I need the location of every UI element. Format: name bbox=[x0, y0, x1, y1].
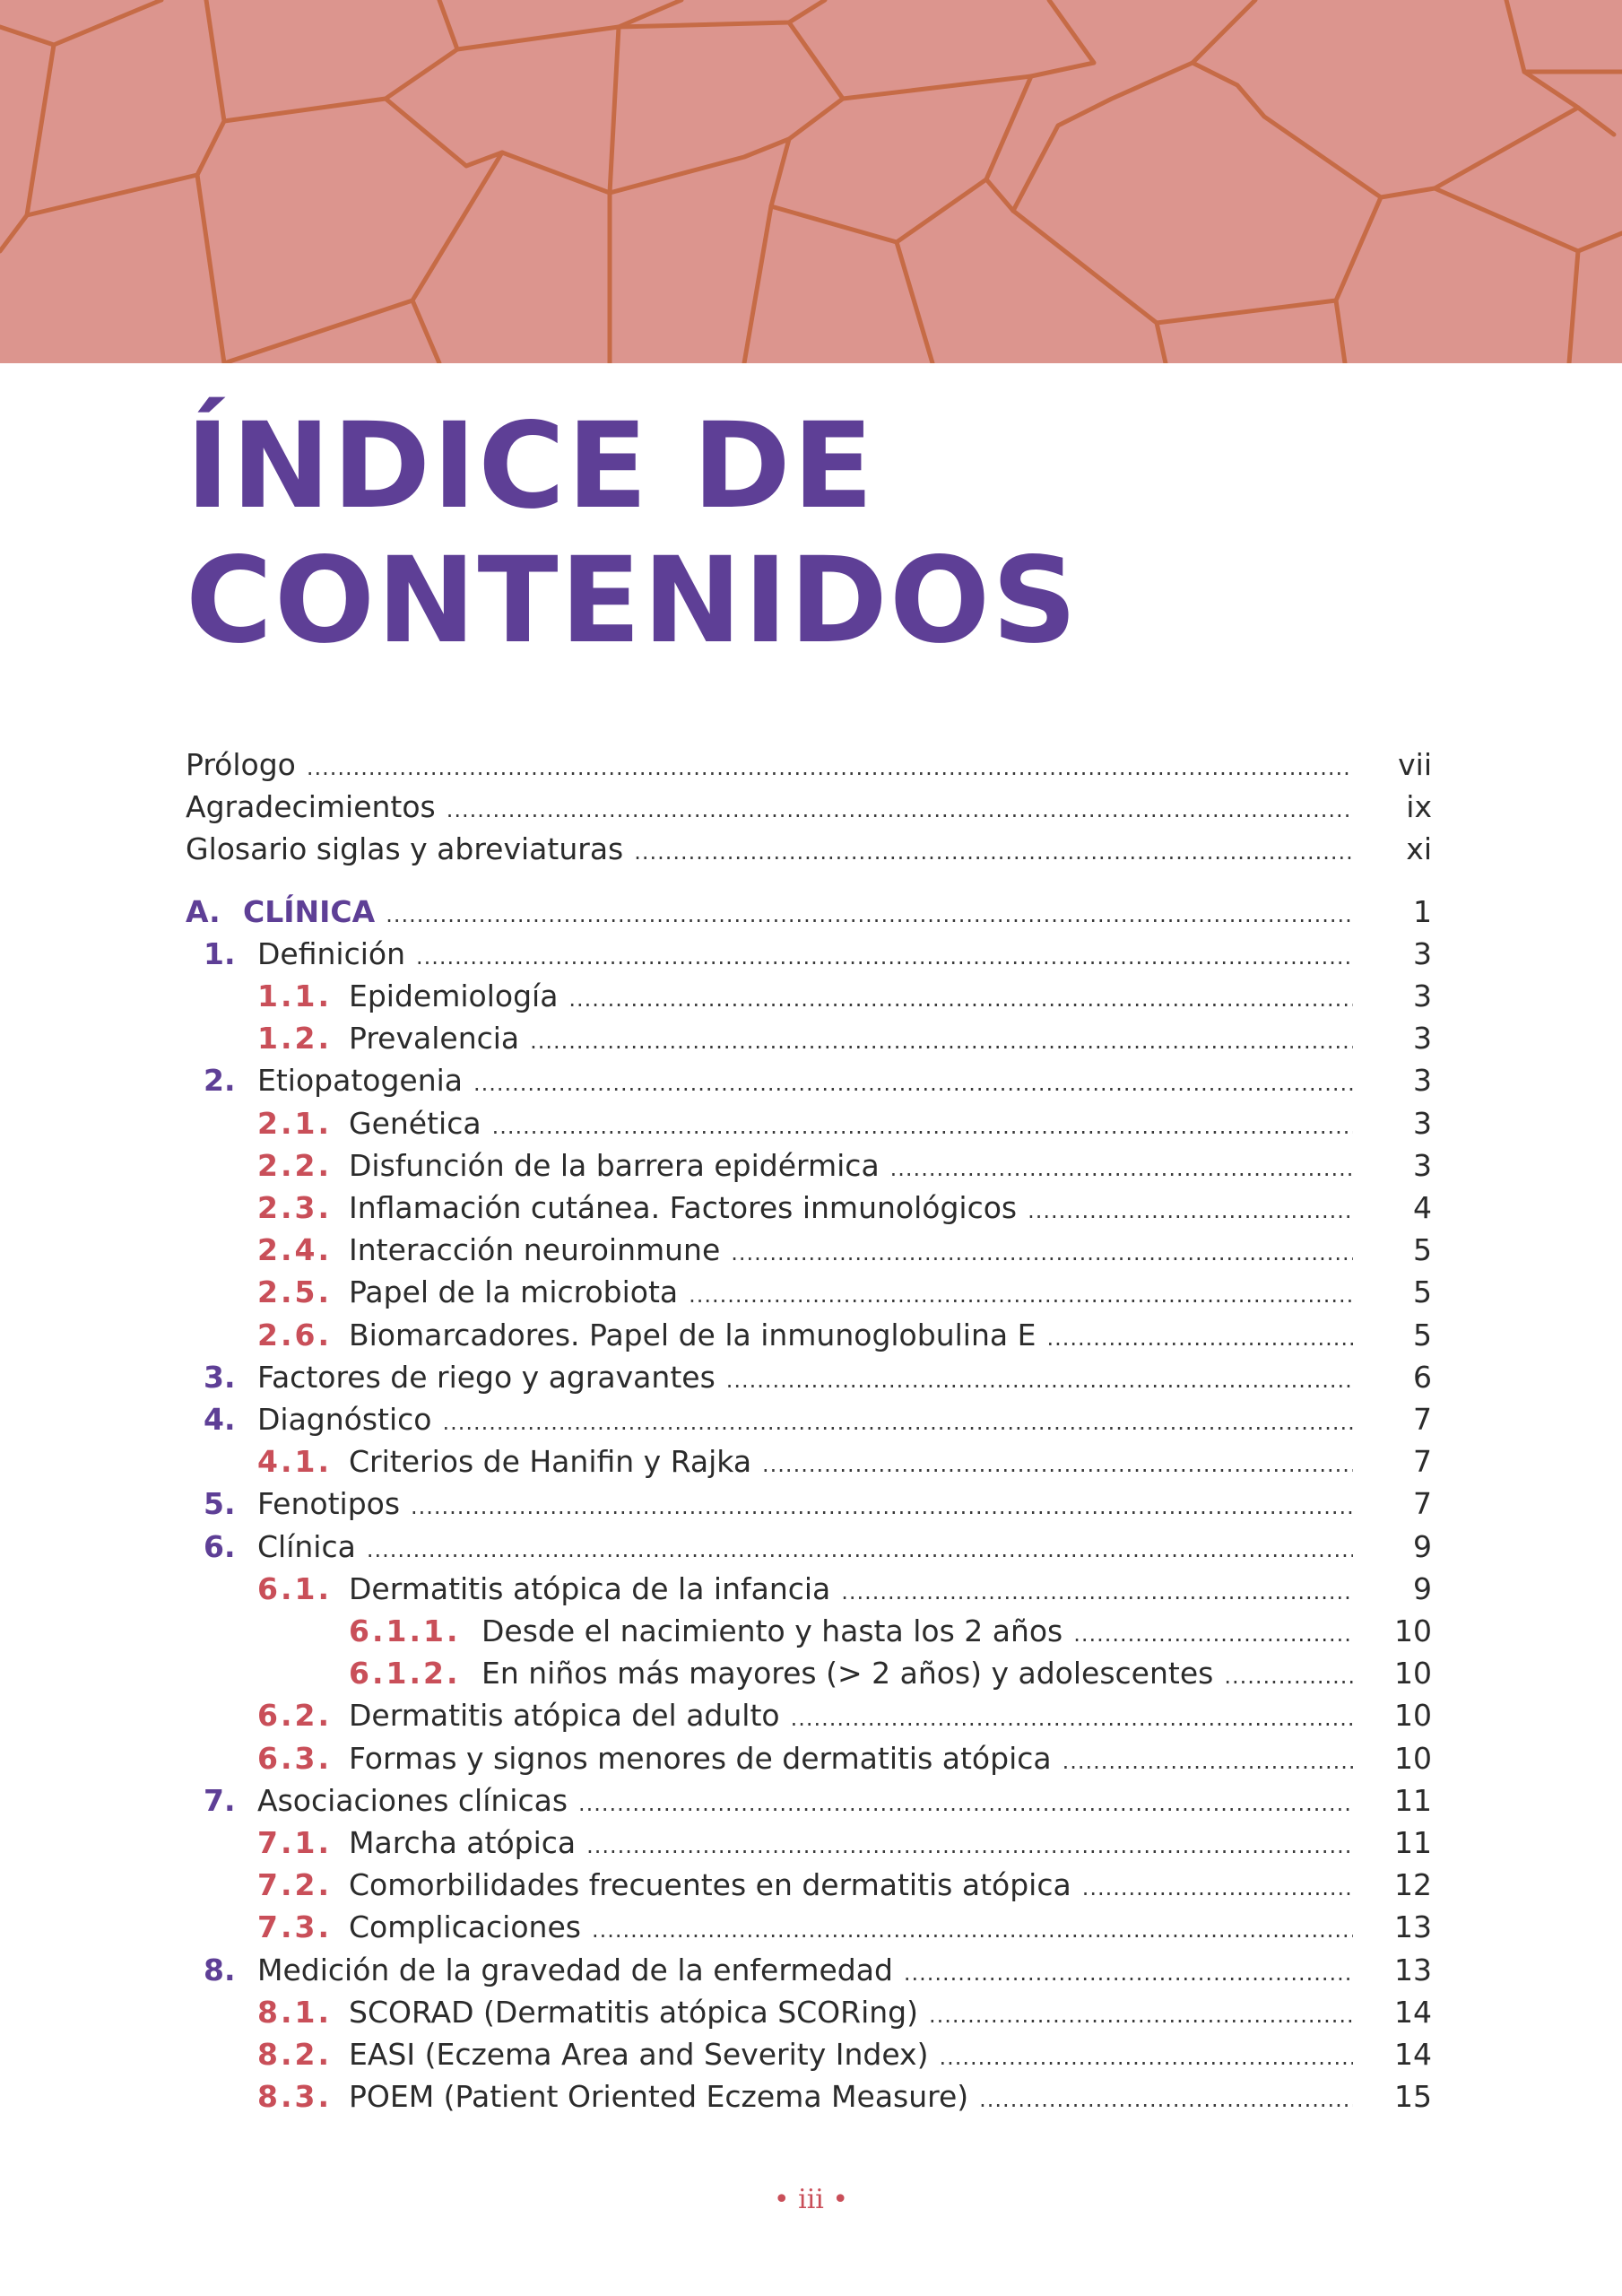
toc-entry-page: 9 bbox=[1413, 1570, 1432, 1606]
toc-entry-number: 1.2. bbox=[257, 1021, 332, 1057]
toc-entry-page: 11 bbox=[1394, 1825, 1432, 1860]
toc-entry-number: 4. bbox=[204, 1402, 236, 1437]
toc-leader-dots bbox=[443, 1402, 1354, 1444]
toc-leader-dots bbox=[1224, 1656, 1353, 1698]
toc-entry[interactable] bbox=[186, 975, 1432, 1017]
toc-entry-page: xi bbox=[1406, 831, 1432, 867]
toc-entry[interactable] bbox=[186, 1440, 1432, 1483]
toc-entry-page: 3 bbox=[1413, 1021, 1432, 1057]
toc-entry-label: Genética bbox=[349, 1105, 481, 1141]
toc-entry-label: Papel de la microbiota bbox=[349, 1274, 679, 1310]
toc-entry-label: Factores de riego y agravantes bbox=[257, 1359, 716, 1395]
toc-leader-dots bbox=[592, 1909, 1353, 1952]
toc-entry-label: Agradecimientos bbox=[186, 789, 436, 825]
toc-entry[interactable] bbox=[186, 2033, 1432, 2075]
toc-entry-page: 10 bbox=[1394, 1656, 1432, 1692]
toc-entry-page: 3 bbox=[1413, 935, 1432, 971]
toc-entry-label: Glosario siglas y abreviaturas bbox=[186, 831, 624, 867]
toc-leader-dots bbox=[367, 1529, 1353, 1571]
toc-leader-dots bbox=[307, 747, 1353, 789]
toc-entry[interactable] bbox=[186, 1398, 1432, 1440]
toc-entry[interactable] bbox=[186, 1991, 1432, 2033]
toc-leader-dots bbox=[689, 1274, 1353, 1317]
toc-entry-label: Etiopatogenia bbox=[257, 1063, 464, 1099]
toc-entry[interactable] bbox=[186, 1864, 1432, 1906]
toc-entry[interactable] bbox=[186, 2075, 1432, 2118]
toc-leader-dots bbox=[904, 1952, 1353, 1995]
toc-leader-dots bbox=[578, 1783, 1353, 1825]
toc-entry-label: Definición bbox=[257, 935, 405, 971]
toc-leader-dots bbox=[890, 1148, 1353, 1190]
toc-leader-dots bbox=[929, 1995, 1353, 2037]
toc-entry-label: POEM (Patient Oriented Eczema Measure) bbox=[349, 2079, 969, 2115]
toc-entry[interactable] bbox=[186, 1187, 1432, 1229]
toc-entry-number: 2.2. bbox=[257, 1147, 332, 1183]
toc-leader-dots bbox=[386, 894, 1353, 936]
page-title-line-1: ÍNDICE DE bbox=[186, 397, 876, 535]
toc-entry-label: Clínica bbox=[257, 1528, 356, 1564]
toc-entry-page: 9 bbox=[1413, 1528, 1432, 1564]
toc-entry-number: 7. bbox=[204, 1782, 236, 1818]
page-title-line-2: CONTENIDOS bbox=[186, 532, 1080, 670]
toc-entry-number: 2.5. bbox=[257, 1274, 332, 1310]
toc-leader-dots bbox=[634, 831, 1353, 874]
toc-entry-label: Criterios de Hanifin y Rajka bbox=[349, 1444, 752, 1480]
toc-entry[interactable] bbox=[186, 1822, 1432, 1864]
toc-entry-page: 14 bbox=[1394, 1994, 1432, 2030]
toc-leader-dots bbox=[979, 2079, 1353, 2121]
toc-entry-page: ix bbox=[1406, 789, 1432, 825]
toc-entry[interactable] bbox=[186, 828, 1432, 870]
toc-entry-label: Complicaciones bbox=[349, 1909, 581, 1945]
toc-entry[interactable] bbox=[186, 1271, 1432, 1313]
page-number: • iii • bbox=[773, 2184, 849, 2215]
toc-entry-number: 7.2. bbox=[257, 1867, 332, 1903]
toc-entry-page: 4 bbox=[1413, 1190, 1432, 1225]
toc-entry-label: EASI (Eczema Area and Severity Index) bbox=[349, 2037, 929, 2072]
toc-leader-dots bbox=[1073, 1613, 1353, 1656]
toc-entry-number: 2.3. bbox=[257, 1190, 332, 1225]
toc-entry-label: Interacción neuroinmune bbox=[349, 1232, 721, 1268]
toc-entry-number: 8.3. bbox=[257, 2079, 332, 2115]
toc-entry-number: 1. bbox=[204, 935, 236, 971]
toc-entry-number: 6.2. bbox=[257, 1698, 332, 1734]
toc-entry-number: 6.3. bbox=[257, 1740, 332, 1776]
toc-entry-label: CLÍNICA bbox=[243, 893, 376, 929]
toc-entry[interactable] bbox=[186, 1779, 1432, 1822]
toc-entry-number: 7.3. bbox=[257, 1909, 332, 1945]
toc-entry-number: 2.1. bbox=[257, 1105, 332, 1141]
toc-leader-dots bbox=[492, 1106, 1353, 1148]
toc-entry-page: 12 bbox=[1394, 1867, 1432, 1903]
toc-leader-dots bbox=[1082, 1867, 1353, 1909]
toc-leader-dots bbox=[1063, 1741, 1353, 1783]
toc-entry-number: 6.1.2. bbox=[349, 1656, 461, 1692]
toc-entry[interactable] bbox=[186, 786, 1432, 828]
toc-entry[interactable] bbox=[186, 1483, 1432, 1525]
toc-entry-number: 2.4. bbox=[257, 1232, 332, 1268]
toc-leader-dots bbox=[586, 1825, 1353, 1867]
toc-entry[interactable] bbox=[186, 1568, 1432, 1610]
toc-entry-number: 2. bbox=[204, 1063, 236, 1099]
toc-entry-page: 6 bbox=[1413, 1359, 1432, 1395]
toc-entry-page: 10 bbox=[1394, 1740, 1432, 1776]
toc-entry-label: Desde el nacimiento y hasta los 2 años bbox=[481, 1613, 1063, 1648]
toc-entry-label: Prevalencia bbox=[349, 1021, 520, 1057]
toc-entry-number: 4.1. bbox=[257, 1444, 332, 1480]
toc-entry-number: 6.1. bbox=[257, 1570, 332, 1606]
toc-entry-page: 3 bbox=[1413, 978, 1432, 1013]
toc-entry-page: 7 bbox=[1413, 1402, 1432, 1437]
toc-leader-dots bbox=[1028, 1190, 1353, 1232]
toc-entry-page: 3 bbox=[1413, 1105, 1432, 1141]
toc-entry[interactable] bbox=[186, 891, 1432, 933]
toc-entry[interactable] bbox=[186, 1144, 1432, 1187]
toc-entry[interactable] bbox=[186, 1906, 1432, 1948]
toc-entry[interactable] bbox=[186, 1356, 1432, 1398]
toc-leader-dots bbox=[762, 1444, 1353, 1486]
toc-entry-label: Comorbilidades frecuentes en dermatitis atópica bbox=[349, 1867, 1071, 1903]
toc-entry[interactable] bbox=[186, 933, 1432, 975]
toc-entry-number: 6. bbox=[204, 1528, 236, 1564]
toc-entry-page: vii bbox=[1398, 747, 1432, 782]
toc-entry-label: SCORAD (Dermatitis atópica SCORing) bbox=[349, 1994, 918, 2030]
toc-leader-dots bbox=[726, 1360, 1353, 1402]
toc-entry-page: 7 bbox=[1413, 1444, 1432, 1480]
toc-entry-number: 5. bbox=[204, 1486, 236, 1522]
toc-entry[interactable] bbox=[186, 1526, 1432, 1568]
toc-leader-dots bbox=[473, 1063, 1353, 1105]
toc-entry-page: 3 bbox=[1413, 1147, 1432, 1183]
toc-entry-page: 11 bbox=[1394, 1782, 1432, 1818]
toc-entry-number: 8.1. bbox=[257, 1994, 332, 2030]
toc-entry-label: Inflamación cutánea. Factores inmunológicos bbox=[349, 1190, 1018, 1225]
toc-entry[interactable] bbox=[186, 1610, 1432, 1652]
toc-leader-dots bbox=[791, 1698, 1353, 1740]
toc-entry-label: Fenotipos bbox=[257, 1486, 401, 1522]
toc-entry-page: 3 bbox=[1413, 1063, 1432, 1099]
toc-entry-number: A. bbox=[186, 893, 221, 929]
toc-entry-label: Biomarcadores. Papel de la inmunoglobulina E bbox=[349, 1317, 1037, 1352]
toc-entry-page: 5 bbox=[1413, 1317, 1432, 1352]
toc-entry-label: Epidemiología bbox=[349, 978, 559, 1013]
toc-entry-page: 14 bbox=[1394, 2037, 1432, 2072]
toc-entry-number: 2.6. bbox=[257, 1317, 332, 1352]
toc-entry-label: Prólogo bbox=[186, 747, 296, 782]
toc-entry-page: 13 bbox=[1394, 1952, 1432, 1987]
toc-entry-page: 1 bbox=[1413, 893, 1432, 929]
toc-entry-page: 5 bbox=[1413, 1232, 1432, 1268]
toc-entry-page: 5 bbox=[1413, 1274, 1432, 1310]
toc-entry[interactable] bbox=[186, 1652, 1432, 1694]
toc-entry-page: 10 bbox=[1394, 1698, 1432, 1734]
toc-entry-number: 7.1. bbox=[257, 1825, 332, 1860]
toc-entry-number: 3. bbox=[204, 1359, 236, 1395]
toc-leader-dots bbox=[530, 1021, 1353, 1063]
toc-entry-label: Disfunción de la barrera epidérmica bbox=[349, 1147, 880, 1183]
toc-entry-page: 13 bbox=[1394, 1909, 1432, 1945]
toc-entry[interactable] bbox=[186, 1017, 1432, 1059]
header-pattern bbox=[0, 0, 1622, 363]
toc-entry[interactable] bbox=[186, 1949, 1432, 1991]
toc-entry[interactable] bbox=[186, 744, 1432, 786]
toc-entry-label: En niños más mayores (> 2 años) y adolescentes bbox=[481, 1656, 1214, 1692]
toc-entry[interactable] bbox=[186, 1737, 1432, 1779]
toc-entry-label: Dermatitis atópica del adulto bbox=[349, 1698, 780, 1734]
toc-entry-page: 10 bbox=[1394, 1613, 1432, 1648]
toc-leader-dots bbox=[841, 1571, 1353, 1613]
toc-entry-number: 8. bbox=[204, 1952, 236, 1987]
toc-entry-number: 1.1. bbox=[257, 978, 332, 1013]
toc-entry[interactable] bbox=[186, 1229, 1432, 1271]
toc-entry-page: 15 bbox=[1394, 2079, 1432, 2115]
toc-entry-number: 6.1.1. bbox=[349, 1613, 461, 1648]
toc-entry[interactable] bbox=[186, 1059, 1432, 1101]
toc-leader-dots bbox=[568, 978, 1353, 1021]
toc-entry-label: Medición de la gravedad de la enfermedad bbox=[257, 1952, 893, 1987]
toc-leader-dots bbox=[416, 936, 1353, 978]
toc-leader-dots bbox=[731, 1232, 1353, 1274]
toc-leader-dots bbox=[1046, 1318, 1353, 1360]
toc-entry-number: 8.2. bbox=[257, 2037, 332, 2072]
page-title bbox=[186, 399, 1079, 668]
toc-leader-dots bbox=[939, 2037, 1353, 2079]
toc-entry-label: Diagnóstico bbox=[257, 1402, 432, 1437]
toc-entry-page: 7 bbox=[1413, 1486, 1432, 1522]
toc-entry-label: Marcha atópica bbox=[349, 1825, 577, 1860]
toc-entry[interactable] bbox=[186, 1694, 1432, 1736]
toc-leader-dots bbox=[447, 789, 1353, 831]
toc-entry[interactable] bbox=[186, 1314, 1432, 1356]
toc-entry[interactable] bbox=[186, 1102, 1432, 1144]
toc-entry-label: Asociaciones clínicas bbox=[257, 1782, 568, 1818]
toc-leader-dots bbox=[411, 1486, 1353, 1528]
toc-entry-label: Formas y signos menores de dermatitis atópica bbox=[349, 1740, 1052, 1776]
toc-entry-label: Dermatitis atópica de la infancia bbox=[349, 1570, 831, 1606]
